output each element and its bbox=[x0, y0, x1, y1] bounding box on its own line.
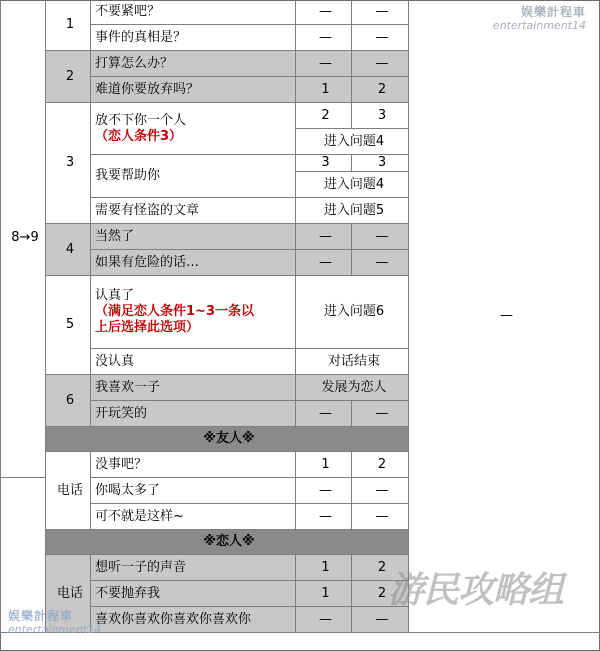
choice-text: 如果有危险的话… bbox=[91, 250, 296, 276]
choice-text: 开玩笑的 bbox=[91, 401, 296, 427]
choice-text: 不要紧吧？ bbox=[91, 0, 296, 25]
value-cell: — bbox=[352, 51, 409, 77]
choice-text bbox=[91, 276, 296, 349]
choice-text: 难道你要放弃吗？ bbox=[91, 77, 296, 103]
value-cell: — bbox=[296, 0, 352, 25]
question-number: 6 bbox=[46, 375, 91, 427]
watermark-bottom-left bbox=[8, 610, 101, 636]
condition-note: （满足恋人条件1~3一条以 bbox=[95, 304, 254, 319]
choice-text: 需要有怪盗的文章 bbox=[91, 198, 296, 224]
value-cell: 1 bbox=[296, 77, 352, 103]
question-number: 2 bbox=[46, 51, 91, 103]
value-cell: — bbox=[296, 401, 352, 427]
choice-text: 打算怎么办？ bbox=[91, 51, 296, 77]
value-cell: — bbox=[352, 25, 409, 51]
value-cell: — bbox=[296, 25, 352, 51]
next-step: 发展为恋人 bbox=[296, 375, 409, 401]
call-label: 电话 bbox=[46, 555, 91, 633]
question-number: 5 bbox=[46, 276, 91, 375]
value-cell: — bbox=[352, 607, 409, 633]
value-cell: — bbox=[296, 478, 352, 504]
value-cell: 2 bbox=[352, 452, 409, 478]
choice-text: 没认真 bbox=[91, 349, 296, 375]
watermark-cn: 娱樂計程車 bbox=[8, 609, 74, 623]
value-cell: — bbox=[352, 250, 409, 276]
value-cell: 3 bbox=[352, 103, 409, 129]
value-cell: — bbox=[352, 224, 409, 250]
next-step: 进入问题4 bbox=[296, 129, 409, 155]
value-cell: 2 bbox=[352, 77, 409, 103]
stage-cell: 8→9 bbox=[1, 0, 46, 478]
value-cell: 2 bbox=[296, 103, 352, 129]
value-cell: — bbox=[296, 51, 352, 77]
section-header-friend: ※友人※ bbox=[46, 427, 409, 452]
next-step: 对话结束 bbox=[296, 349, 409, 375]
question-number: 4 bbox=[46, 224, 91, 276]
value-cell: — bbox=[296, 224, 352, 250]
value-cell: — bbox=[296, 607, 352, 633]
choice-text: 事件的真相是？ bbox=[91, 25, 296, 51]
choice-text: 想听一子的声音 bbox=[91, 555, 296, 581]
value-cell: 2 bbox=[352, 581, 409, 607]
choice-text: 我要帮助你 bbox=[91, 155, 296, 198]
value-cell: — bbox=[296, 250, 352, 276]
call-label: 电话 bbox=[46, 452, 91, 530]
watermark-cn: 娱樂計程車 bbox=[520, 5, 586, 19]
value-cell: — bbox=[352, 401, 409, 427]
next-step: 进入问题6 bbox=[296, 276, 409, 349]
value-cell: — bbox=[352, 478, 409, 504]
value-cell: 1 bbox=[296, 452, 352, 478]
choice-text: 可不就是这样~ bbox=[91, 504, 296, 530]
value-cell: 3 bbox=[296, 155, 352, 172]
choice-label: 认真了 bbox=[95, 288, 135, 303]
watermark-en: entertainment14 bbox=[8, 623, 102, 636]
value-cell: — bbox=[296, 504, 352, 530]
choice-text bbox=[91, 103, 296, 155]
watermark-top-right bbox=[493, 6, 586, 32]
next-step: 进入问题4 bbox=[296, 172, 409, 198]
choice-text: 喜欢你喜欢你喜欢你喜欢你 bbox=[91, 607, 296, 633]
result-cell: — bbox=[409, 0, 600, 633]
choice-label: 放不下你一个人 bbox=[95, 112, 187, 128]
choice-text: 当然了 bbox=[91, 224, 296, 250]
section-header-lover: ※恋人※ bbox=[46, 530, 409, 555]
value-cell: 3 bbox=[352, 155, 409, 172]
choice-text: 我喜欢一子 bbox=[91, 375, 296, 401]
value-cell: — bbox=[352, 504, 409, 530]
watermark-logo: 游民攻略组 bbox=[388, 570, 564, 611]
question-number: 3 bbox=[46, 103, 91, 224]
watermark-en: entertainment14 bbox=[492, 19, 586, 32]
value-cell: 2 bbox=[352, 555, 409, 581]
value-cell: — bbox=[352, 0, 409, 25]
condition-note: 上后选择此选项） bbox=[95, 320, 200, 335]
choice-text: 不要抛弃我 bbox=[91, 581, 296, 607]
choice-text: 你喝太多了 bbox=[91, 478, 296, 504]
value-cell: 1 bbox=[296, 555, 352, 581]
condition-note: （恋人条件3） bbox=[95, 128, 183, 144]
value-cell: 1 bbox=[296, 581, 352, 607]
choice-text: 没事吧？ bbox=[91, 452, 296, 478]
question-number: 1 bbox=[46, 0, 91, 51]
next-step: 进入问题5 bbox=[296, 198, 409, 224]
